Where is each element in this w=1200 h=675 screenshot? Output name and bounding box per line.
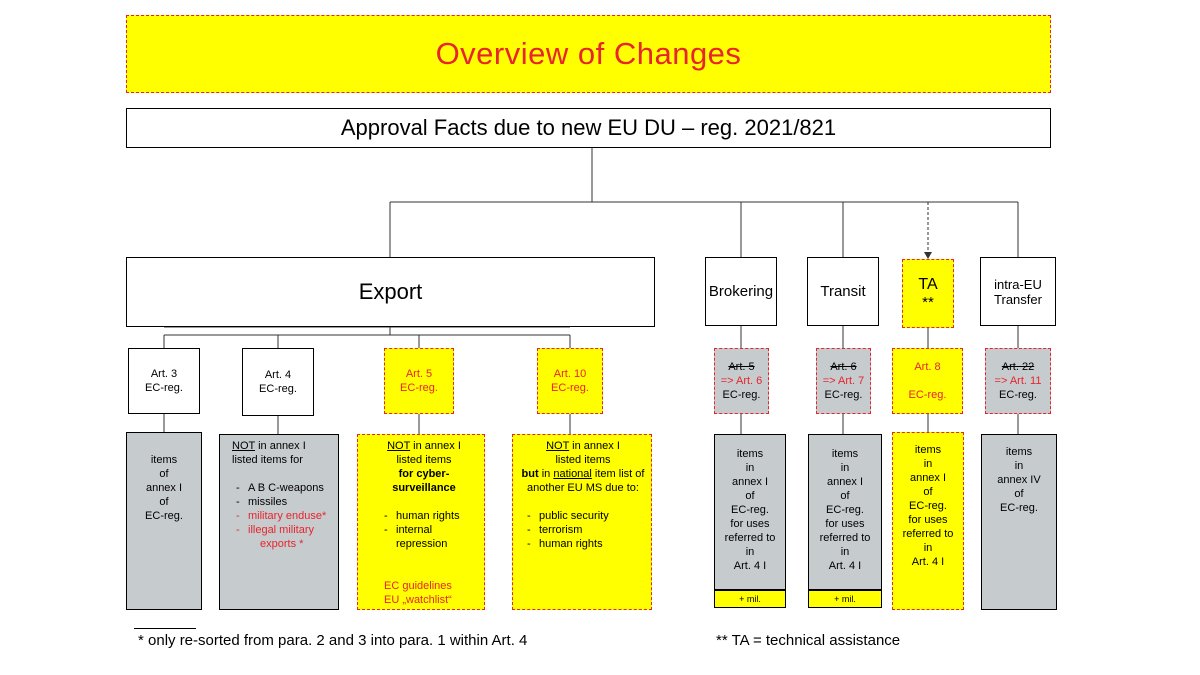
brokering-detail-line: for uses [730,518,770,530]
footnote-art4: * only re-sorted from para. 2 and 3 into para. 1 within Art. 4 [138,632,528,649]
transit-detail-line: referred to [819,532,871,544]
brokering-detail-line: Art. 4 I [733,560,767,572]
ta-article: Art. 8 [914,361,941,373]
art5-item: - internal [396,523,480,537]
brokering-box [705,257,777,326]
transit-new-article: => Art. 7 [822,375,865,387]
art4-detail-box [219,434,339,610]
art5-bold1: for cyber- [398,468,450,480]
brokering-detail-line: annex I [731,476,769,488]
art4-intro: in annex I [255,440,306,452]
art4-red-item: - illegal military [248,523,332,537]
art5-item: - human rights [396,509,480,523]
intra-detail-line: items [1005,446,1033,458]
art3-reg: EC-reg. [145,382,183,394]
art3-detail-line: of [159,468,169,480]
transit-box [807,257,879,326]
art5-red2: EU „watchlist“ [384,594,452,606]
transit-article-box [816,348,871,414]
art5-intro: in annex I [410,440,461,452]
intra-label-line1: intra-EU [994,276,1042,292]
art10-reg: EC-reg. [551,382,589,394]
art10-rest: item list of [591,468,645,480]
transit-detail-line: annex I [826,476,864,488]
transit-mil: + mil. [834,594,856,604]
art3-detail-line: annex I [145,482,183,494]
art10-intro: in annex I [569,440,620,452]
export-label: Export [358,279,423,304]
brokering-label: Brokering [708,282,774,300]
art10-box [537,348,603,414]
art4-reg: EC-reg. [259,383,297,395]
approval-title: Approval Facts due to new EU DU – reg. 2021/821 [340,115,837,140]
art4-item: - missiles [248,495,332,509]
transit-detail-line: of [840,490,850,502]
intra-new-article: => Art. 11 [994,375,1042,387]
art5-intro2: listed items [396,454,452,466]
ta-detail-line: Art. 4 I [911,556,945,568]
brokering-mil-box [714,590,786,608]
art10-not: NOT [546,440,570,452]
ta-asterisks: ** [922,293,934,311]
intra-detail-line: in [1014,460,1024,472]
ta-box [902,259,954,328]
transit-detail-line: in [840,462,850,474]
art3-detail-line: items [150,454,178,466]
transit-detail-line: EC-reg. [826,504,864,516]
intra-reg: EC-reg. [999,389,1037,401]
intra-detail-line: of [1014,488,1024,500]
brokering-detail-line: in [745,546,755,558]
ta-label: TA [918,275,938,293]
transit-detail-box [808,434,882,590]
ta-detail-line: items [914,444,942,456]
transit-label: Transit [820,282,866,300]
art4-not: NOT [232,440,256,452]
art10-in: in [538,468,554,480]
brokering-detail-line: items [736,448,764,460]
art3-detail-box [126,432,202,610]
art10-intro2: listed items [555,454,611,466]
art10-but: but [521,468,539,480]
art3-box [128,348,200,414]
ta-detail-line: in [923,458,933,470]
intra-eu-transfer-box [980,257,1056,326]
art10-article: Art. 10 [553,368,587,380]
intra-detail-line: annex IV [997,474,1041,486]
ta-detail-line: annex I [909,472,947,484]
brokering-detail-box [714,434,786,590]
footnote-ta: ** TA = technical assistance [716,632,901,649]
transit-mil-box [808,590,882,608]
approval-header [126,108,1051,148]
transit-detail-line: for uses [825,518,865,530]
art5-box [384,348,454,414]
transit-detail-line: items [831,448,859,460]
ta-detail-line: referred to [902,528,954,540]
transit-detail-line: in [840,546,850,558]
art4-red-item-cont: exports * [260,538,304,550]
ta-detail-box [892,432,964,610]
art10-item: - human rights [539,537,647,551]
brokering-detail-line: in [745,462,755,474]
art4-red-item: - military enduse* [248,509,332,523]
art10-item: - terrorism [539,523,647,537]
brokering-detail-line: of [745,490,755,502]
ta-detail-line: EC-reg. [909,500,947,512]
ta-detail-line: for uses [908,514,948,526]
footnote-rule [134,628,196,629]
art4-item: - A B C-weapons [248,481,332,495]
brokering-detail-line: referred to [724,532,776,544]
export-box [126,257,655,327]
art4-article: Art. 4 [264,369,292,381]
intra-label-line2: Transfer [994,291,1042,307]
art5-detail-box [357,434,485,610]
title-banner [126,15,1051,93]
brokering-old-article: Art. 5 [728,361,755,373]
brokering-mil: + mil. [739,594,761,604]
brokering-detail-line: EC-reg. [731,504,769,516]
art5-bold2: surveillance [392,482,456,494]
transit-detail-line: Art. 4 I [828,560,862,572]
art4-box [242,348,314,416]
art4-intro2: listed items for [232,454,303,466]
art3-article: Art. 3 [150,368,178,380]
ta-detail-line: in [923,542,933,554]
intra-detail-box [981,434,1057,610]
intra-article-box [985,348,1051,414]
intra-old-article: Art. 22 [1001,361,1035,373]
page-title: Overview of Changes [435,36,742,71]
intra-detail-line: EC-reg. [1000,502,1038,514]
art3-detail-line: EC-reg. [145,510,183,522]
art5-reg: EC-reg. [400,382,438,394]
transit-reg: EC-reg. [824,389,863,401]
art5-red1: EC guidelines [384,580,452,592]
brokering-reg: EC-reg. [722,389,761,401]
art5-item-cont: repression [396,538,448,550]
art10-detail-box [512,434,652,610]
art5-article: Art. 5 [405,368,433,380]
art3-detail-line: of [159,496,169,508]
art5-not: NOT [387,440,411,452]
art10-item: - public security [539,509,647,523]
transit-old-article: Art. 6 [830,361,857,373]
brokering-new-article: => Art. 6 [720,375,763,387]
art10-national: national [553,468,592,480]
ta-reg: EC-reg. [908,389,947,401]
brokering-article-box [714,348,769,414]
ta-article-box [892,348,963,414]
art10-intro4: another EU MS due to: [527,482,639,494]
ta-detail-line: of [923,486,933,498]
